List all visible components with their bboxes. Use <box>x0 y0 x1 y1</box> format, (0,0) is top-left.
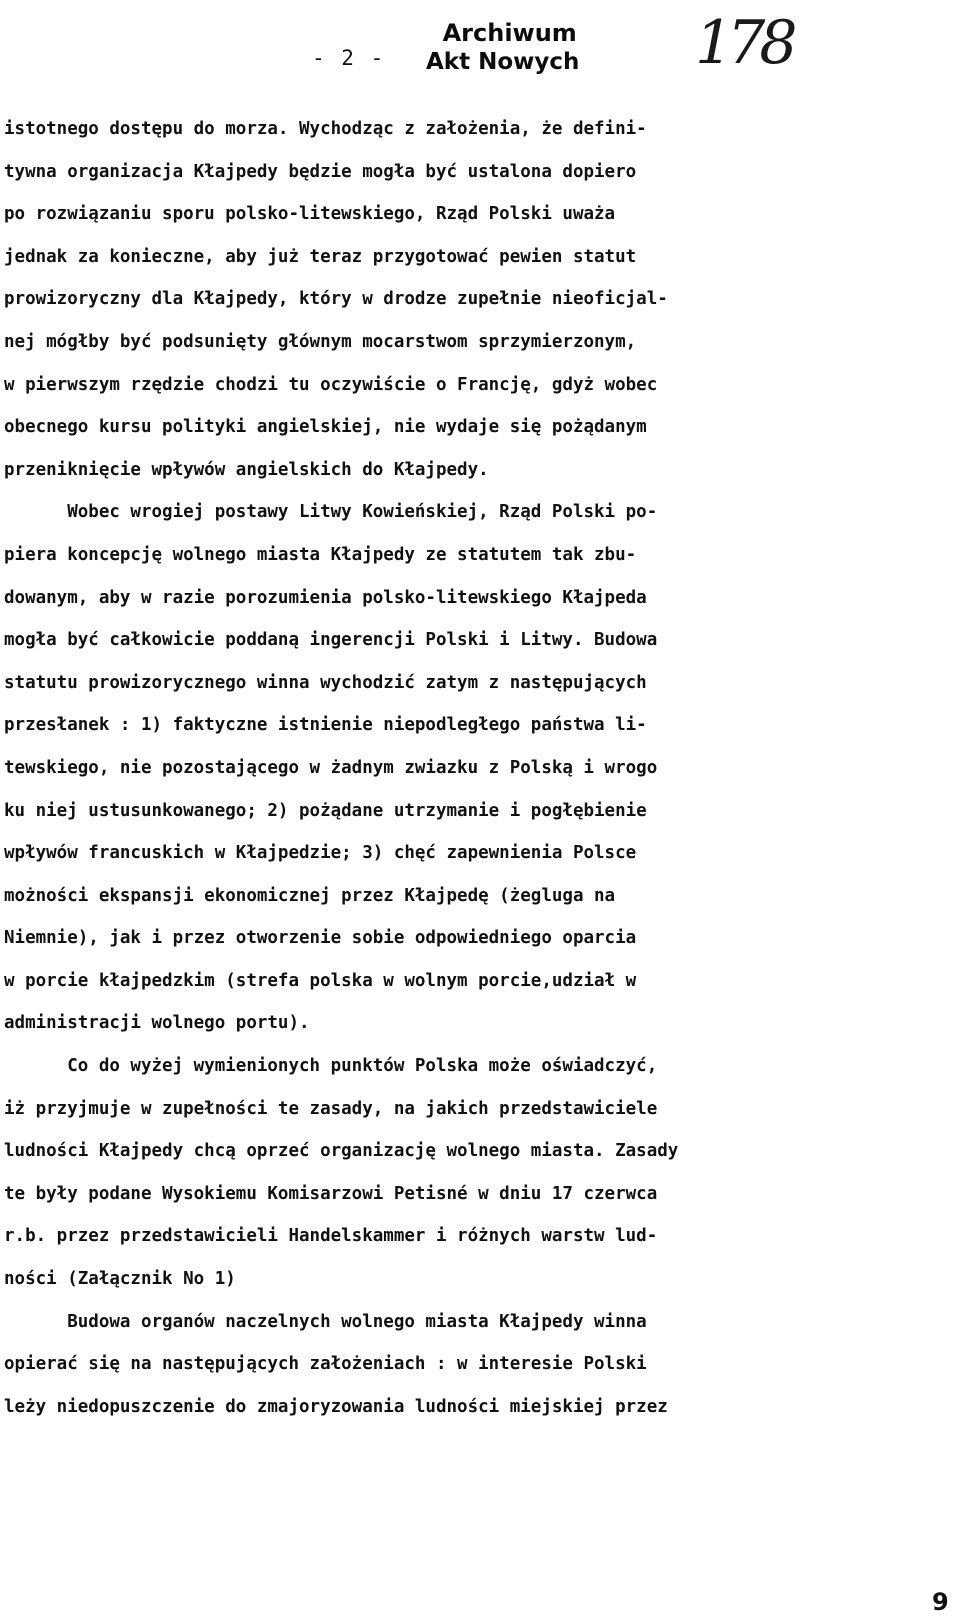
text-line: tywna organizacja Kłajpedy będzie mogła być ustalona dopiero <box>4 161 637 182</box>
text-line: po rozwiązaniu sporu polsko-litewskiego, Rząd Polski uważa <box>4 204 616 225</box>
text-line: Niemnie), jak i przez otworzenie sobie odpowiedniego oparcia <box>4 928 637 949</box>
text-line: jednak za konieczne, aby już teraz przygotować pewien statut <box>4 246 637 267</box>
text-line: Budowa organów naczelnych wolnego miasta Kłajpedy winna <box>4 1311 647 1332</box>
text-line: ku niej ustusunkowanego; 2) pożądane utrzymanie i pogłębienie <box>4 800 647 821</box>
stamp-line-akt-nowych: Akt Nowych <box>426 49 580 75</box>
text-line: Wobec wrogiej postawy Litwy Kowieńskiej, Rząd Polski po- <box>4 502 658 523</box>
corner-page-number: 9 <box>932 1588 949 1616</box>
page-number: - 2 - <box>312 46 386 70</box>
typed-body-text <box>4 108 824 1428</box>
handwritten-folio-number: 178 <box>695 8 792 78</box>
text-line: Co do wyżej wymienionych punktów Polska może oświadczyć, <box>4 1056 658 1077</box>
text-line: ludności Kłajpedy chcą oprzeć organizację wolnego miasta. Zasady <box>4 1141 679 1162</box>
text-line: dowanym, aby w razie porozumienia polsko-litewskiego Kłajpeda <box>4 587 647 608</box>
text-line: przesłanek : 1) faktyczne istnienie niepodległego państwa li- <box>4 715 647 736</box>
text-line: obecnego kursu polityki angielskiej, nie wydaje się pożądanym <box>4 417 647 438</box>
text-line: prowizoryczny dla Kłajpedy, który w drodze zupełnie nieoficjal- <box>4 289 668 310</box>
text-line: opierać się na następujących założeniach : w interesie Polski <box>4 1354 647 1375</box>
text-line: przeniknięcie wpływów angielskich do Kłajpedy. <box>4 459 489 480</box>
text-line: r.b. przez przedstawicieli Handelskammer i różnych warstw lud- <box>4 1226 658 1247</box>
text-line: wpływów francuskich w Kłajpedzie; 3) chęć zapewnienia Polsce <box>4 843 637 864</box>
text-line: iż przyjmuje w zupełności te zasady, na jakich przedstawiciele <box>4 1098 658 1119</box>
text-line: administracji wolnego portu). <box>4 1013 310 1034</box>
text-line: piera koncepcję wolnego miasta Kłajpedy ze statutem tak zbu- <box>4 544 637 565</box>
text-line: nej mógłby być podsunięty głównym mocarstwom sprzymierzonym, <box>4 331 637 352</box>
text-line: w porcie kłajpedzkim (strefa polska w wolnym porcie,udział w <box>4 970 637 991</box>
text-line: istotnego dostępu do morza. Wychodząc z założenia, że defini- <box>4 119 647 139</box>
text-line: możności ekspansji ekonomicznej przez Kłajpedę (żegluga na <box>4 885 616 906</box>
text-line: w pierwszym rzędzie chodzi tu oczywiście o Francję, gdyż wobec <box>4 374 658 395</box>
text-line: te były podane Wysokiemu Komisarzowi Petisné w dniu 17 czerwca <box>4 1183 658 1204</box>
archive-stamp <box>426 18 580 77</box>
stamp-line-archiwum: Archiwum <box>442 19 577 47</box>
text-line: tewskiego, nie pozostającego w żadnym zwiazku z Polską i wrogo <box>4 757 658 778</box>
text-line: mogła być całkowicie poddaną ingerencji Polski i Litwy. Budowa <box>4 630 658 651</box>
text-line: statutu prowizorycznego winna wychodzić zatym z następujących <box>4 672 647 693</box>
text-line: leży niedopuszczenie do zmajoryzowania ludności miejskiej przez <box>4 1396 668 1417</box>
text-line: ności (Załącznik No 1) <box>4 1269 236 1290</box>
